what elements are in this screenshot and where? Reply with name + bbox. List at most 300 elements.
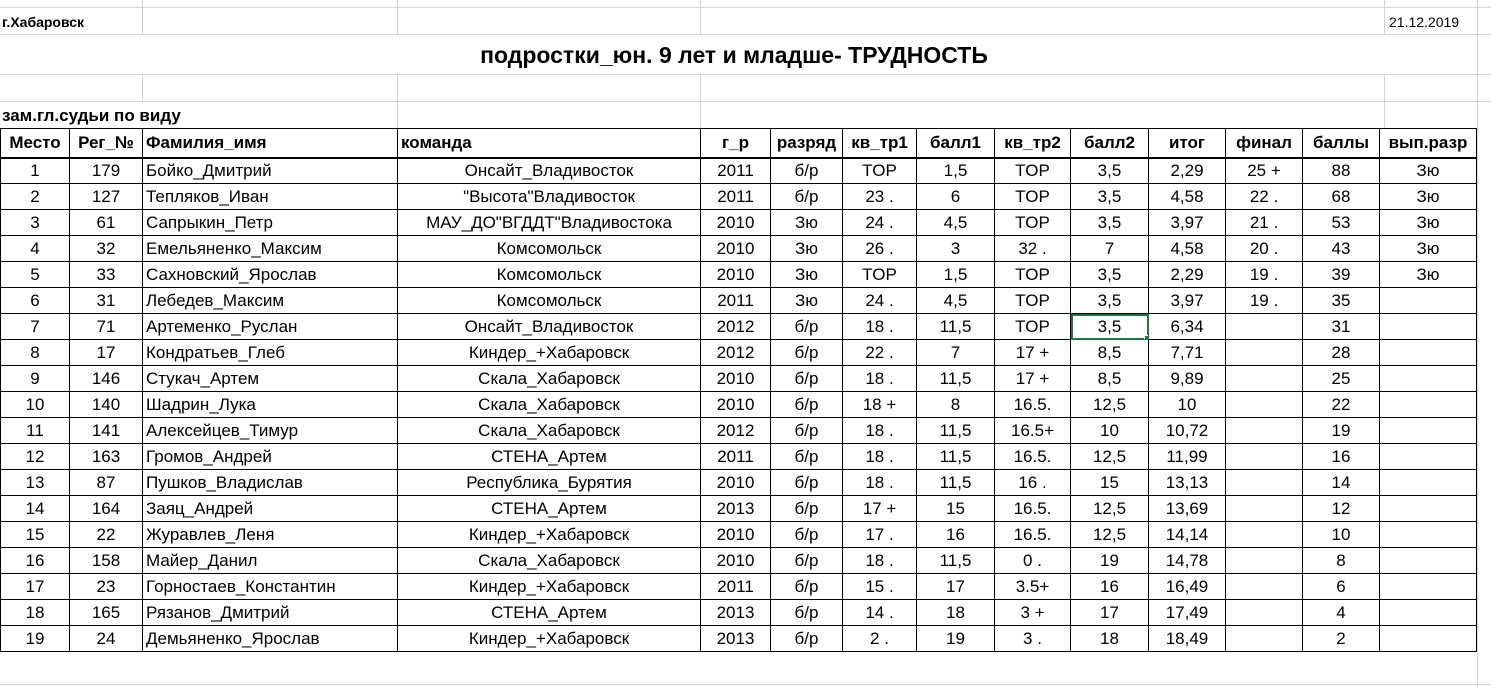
cell-score1[interactable]: 11,5 [917, 418, 995, 444]
cell-team[interactable]: Киндер_+Хабаровск [398, 340, 701, 366]
cell-achieved-rank[interactable] [1380, 444, 1477, 470]
cell-rank[interactable]: б/р [771, 340, 843, 366]
cell-place[interactable]: 19 [1, 626, 70, 652]
table-row [1, 522, 1477, 548]
cell-team[interactable]: Скала_Хабаровск [398, 366, 701, 392]
cell-total[interactable]: 13,13 [1149, 470, 1226, 496]
cell-score1[interactable]: 15 [917, 496, 995, 522]
cell-reg-number[interactable]: 140 [70, 392, 143, 418]
cell-final[interactable]: 21 . [1226, 210, 1303, 236]
cell-team[interactable]: Комсомольск [398, 262, 701, 288]
cell-final[interactable] [1226, 626, 1303, 652]
cell-place[interactable]: 6 [1, 288, 70, 314]
cell-birth-year[interactable]: 2013 [701, 496, 771, 522]
column-header-final[interactable]: финал [1226, 129, 1303, 158]
cell-team[interactable]: МАУ_ДО"ВГДДТ"Владивостока [398, 210, 701, 236]
cell-total[interactable]: 9,89 [1149, 366, 1226, 392]
cell-points[interactable]: 35 [1303, 288, 1380, 314]
cell-achieved-rank[interactable] [1380, 574, 1477, 600]
cell-total[interactable]: 16,49 [1149, 574, 1226, 600]
cell-name[interactable]: Алексейцев_Тимур [143, 418, 398, 444]
cell-reg-number[interactable]: 17 [70, 340, 143, 366]
cell-achieved-rank[interactable] [1380, 626, 1477, 652]
cell-qual-route1[interactable]: 18 . [843, 366, 917, 392]
cell-final[interactable]: 22 . [1226, 184, 1303, 210]
cell-final[interactable] [1226, 600, 1303, 626]
cell-rank[interactable]: б/р [771, 184, 843, 210]
cell-qual-route2[interactable]: TOP [995, 210, 1071, 236]
cell-qual-route2[interactable]: TOP [995, 158, 1071, 184]
cell-points[interactable]: 8 [1303, 548, 1380, 574]
cell-score2[interactable]: 3,5 [1071, 288, 1149, 314]
cell-name[interactable]: Заяц_Андрей [143, 496, 398, 522]
cell-rank[interactable]: б/р [771, 626, 843, 652]
cell-place[interactable]: 14 [1, 496, 70, 522]
cell-name[interactable]: Журавлев_Леня [143, 522, 398, 548]
cell-birth-year[interactable]: 2010 [701, 210, 771, 236]
cell-place[interactable]: 2 [1, 184, 70, 210]
cell-place[interactable]: 1 [1, 158, 70, 184]
cell-points[interactable]: 6 [1303, 574, 1380, 600]
cell-score1[interactable]: 6 [917, 184, 995, 210]
cell-total[interactable]: 3,97 [1149, 288, 1226, 314]
column-header-reg-number[interactable]: Рег_№ [70, 129, 143, 158]
cell-total[interactable]: 4,58 [1149, 184, 1226, 210]
cell-name[interactable]: Артеменко_Руслан [143, 314, 398, 340]
cell-achieved-rank[interactable] [1380, 548, 1477, 574]
column-header-score1[interactable]: балл1 [917, 129, 995, 158]
column-header-points[interactable]: баллы [1303, 129, 1380, 158]
cell-score2[interactable]: 17 [1071, 600, 1149, 626]
cell-score1[interactable]: 11,5 [917, 470, 995, 496]
cell-total[interactable]: 18,49 [1149, 626, 1226, 652]
cell-qual-route1[interactable]: 23 . [843, 184, 917, 210]
cell-birth-year[interactable]: 2011 [701, 184, 771, 210]
cell-points[interactable]: 14 [1303, 470, 1380, 496]
table-row [1, 288, 1477, 314]
cell-achieved-rank[interactable]: Зю [1380, 184, 1477, 210]
cell-final[interactable] [1226, 444, 1303, 470]
cell-score2[interactable]: 15 [1071, 470, 1149, 496]
cell-score2[interactable]: 16 [1071, 574, 1149, 600]
cell-place[interactable]: 13 [1, 470, 70, 496]
cell-place[interactable]: 8 [1, 340, 70, 366]
cell-achieved-rank[interactable] [1380, 600, 1477, 626]
cell-reg-number[interactable]: 163 [70, 444, 143, 470]
cell-reg-number[interactable]: 24 [70, 626, 143, 652]
cell-achieved-rank[interactable]: Зю [1380, 158, 1477, 184]
cell-score2[interactable]: 7 [1071, 236, 1149, 262]
cell-qual-route1[interactable]: 2 . [843, 626, 917, 652]
table-row [1, 392, 1477, 418]
cell-final[interactable] [1226, 366, 1303, 392]
cell-points[interactable]: 39 [1303, 262, 1380, 288]
cell-rank[interactable]: б/р [771, 496, 843, 522]
cell-score2[interactable]: 12,5 [1071, 444, 1149, 470]
cell-total[interactable]: 10,72 [1149, 418, 1226, 444]
cell-reg-number[interactable]: 61 [70, 210, 143, 236]
cell-qual-route1[interactable]: 18 . [843, 314, 917, 340]
table-row [1, 236, 1477, 262]
cell-score1[interactable]: 1,5 [917, 158, 995, 184]
cell-qual-route2[interactable]: TOP [995, 288, 1071, 314]
page-title: подростки_юн. 9 лет и младше- ТРУДНОСТЬ [480, 42, 988, 68]
table-row [1, 626, 1477, 652]
cell-team[interactable]: СТЕНА_Артем [398, 600, 701, 626]
cell-name[interactable]: Шадрин_Лука [143, 392, 398, 418]
cell-team[interactable]: Республика_Бурятия [398, 470, 701, 496]
cell-qual-route2[interactable]: 16.5. [995, 522, 1071, 548]
cell-qual-route2[interactable]: 32 . [995, 236, 1071, 262]
cell-rank[interactable]: б/р [771, 470, 843, 496]
cell-birth-year[interactable]: 2010 [701, 262, 771, 288]
cell-name[interactable]: Рязанов_Дмитрий [143, 600, 398, 626]
cell-score2[interactable]: 10 [1071, 418, 1149, 444]
cell-qual-route2[interactable]: TOP [995, 184, 1071, 210]
cell-birth-year[interactable]: 2012 [701, 340, 771, 366]
cell-points[interactable]: 88 [1303, 158, 1380, 184]
cell-points[interactable]: 19 [1303, 418, 1380, 444]
cell-qual-route1[interactable]: 24 . [843, 288, 917, 314]
cell-total[interactable]: 4,58 [1149, 236, 1226, 262]
cell-team[interactable]: Комсомольск [398, 236, 701, 262]
cell-rank[interactable]: Зю [771, 288, 843, 314]
cell-name[interactable]: Тепляков_Иван [143, 184, 398, 210]
cell-score2[interactable]: 12,5 [1071, 522, 1149, 548]
cell-team[interactable]: Онсайт_Владивосток [398, 158, 701, 184]
table-row [1, 496, 1477, 522]
cell-points[interactable]: 31 [1303, 314, 1380, 340]
cell-qual-route1[interactable]: 17 + [843, 496, 917, 522]
cell-name[interactable]: Пушков_Владислав [143, 470, 398, 496]
cell-final[interactable] [1226, 548, 1303, 574]
cell-total[interactable]: 3,97 [1149, 210, 1226, 236]
cell-qual-route1[interactable]: 22 . [843, 340, 917, 366]
cell-qual-route1[interactable]: 15 . [843, 574, 917, 600]
cell-qual-route1[interactable]: 18 . [843, 548, 917, 574]
cell-reg-number[interactable]: 141 [70, 418, 143, 444]
cell-birth-year[interactable]: 2010 [701, 470, 771, 496]
cell-birth-year[interactable]: 2013 [701, 626, 771, 652]
judge-label: зам.гл.судьи по виду [2, 106, 181, 125]
cell-birth-year[interactable]: 2011 [701, 444, 771, 470]
cell-points[interactable]: 22 [1303, 392, 1380, 418]
table-row [1, 184, 1477, 210]
cell-name[interactable]: Майер_Данил [143, 548, 398, 574]
cell-score1[interactable]: 11,5 [917, 444, 995, 470]
cell-birth-year[interactable]: 2010 [701, 392, 771, 418]
cell-total[interactable]: 2,29 [1149, 262, 1226, 288]
cell-name[interactable]: Кондратьев_Глеб [143, 340, 398, 366]
cell-achieved-rank[interactable] [1380, 418, 1477, 444]
cell-rank[interactable]: б/р [771, 600, 843, 626]
cell-qual-route1[interactable]: TOP [843, 158, 917, 184]
cell-name[interactable]: Сапрыкин_Петр [143, 210, 398, 236]
cell-rank[interactable]: б/р [771, 522, 843, 548]
cell-score1[interactable]: 18 [917, 600, 995, 626]
cell-place[interactable]: 16 [1, 548, 70, 574]
cell-final[interactable] [1226, 522, 1303, 548]
cell-name[interactable]: Демьяненко_Ярослав [143, 626, 398, 652]
table-row [1, 210, 1477, 236]
table-row [1, 574, 1477, 600]
cell-qual-route2[interactable]: 0 . [995, 548, 1071, 574]
cell-reg-number[interactable]: 179 [70, 158, 143, 184]
cell-birth-year[interactable]: 2011 [701, 288, 771, 314]
cell-rank[interactable]: б/р [771, 444, 843, 470]
cell-score2[interactable]: 12,5 [1071, 496, 1149, 522]
cell-score2[interactable]: 3,5 [1071, 314, 1149, 340]
cell-score1[interactable]: 11,5 [917, 314, 995, 340]
cell-score1[interactable]: 1,5 [917, 262, 995, 288]
column-header-score2[interactable]: балл2 [1071, 129, 1149, 158]
cell-final[interactable]: 19 . [1226, 288, 1303, 314]
cell-reg-number[interactable]: 32 [70, 236, 143, 262]
cell-rank[interactable]: б/р [771, 392, 843, 418]
results-table [0, 128, 1477, 652]
cell-points[interactable]: 53 [1303, 210, 1380, 236]
cell-team[interactable]: СТЕНА_Артем [398, 496, 701, 522]
cell-rank[interactable]: б/р [771, 418, 843, 444]
table-row [1, 366, 1477, 392]
cell-achieved-rank[interactable] [1380, 522, 1477, 548]
cell-achieved-rank[interactable] [1380, 496, 1477, 522]
cell-qual-route2[interactable]: 3.5+ [995, 574, 1071, 600]
cell-score1[interactable]: 4,5 [917, 210, 995, 236]
cell-reg-number[interactable]: 165 [70, 600, 143, 626]
cell-name[interactable]: Емельяненко_Максим [143, 236, 398, 262]
table-row [1, 314, 1477, 340]
cell-qual-route2[interactable]: 17 + [995, 366, 1071, 392]
cell-team[interactable]: Скала_Хабаровск [398, 392, 701, 418]
cell-points[interactable]: 10 [1303, 522, 1380, 548]
cell-score2[interactable]: 3,5 [1071, 158, 1149, 184]
cell-score2[interactable]: 8,5 [1071, 366, 1149, 392]
cell-achieved-rank[interactable] [1380, 314, 1477, 340]
cell-qual-route1[interactable]: 18 . [843, 444, 917, 470]
cell-birth-year[interactable]: 2011 [701, 574, 771, 600]
cell-place[interactable]: 3 [1, 210, 70, 236]
cell-score1[interactable]: 16 [917, 522, 995, 548]
cell-place[interactable]: 5 [1, 262, 70, 288]
cell-reg-number[interactable]: 71 [70, 314, 143, 340]
cell-final[interactable] [1226, 418, 1303, 444]
cell-team[interactable]: Киндер_+Хабаровск [398, 626, 701, 652]
cell-place[interactable]: 9 [1, 366, 70, 392]
cell-name[interactable]: Сахновский_Ярослав [143, 262, 398, 288]
cell-reg-number[interactable]: 23 [70, 574, 143, 600]
date-label: 21.12.2019 [1389, 14, 1460, 30]
cell-score1[interactable]: 11,5 [917, 366, 995, 392]
cell-qual-route2[interactable]: TOP [995, 262, 1071, 288]
table-row [1, 340, 1477, 366]
cell-score2[interactable]: 3,5 [1071, 262, 1149, 288]
column-header-place[interactable]: Место [1, 129, 70, 158]
cell-score2[interactable]: 3,5 [1071, 210, 1149, 236]
cell-score2[interactable]: 12,5 [1071, 392, 1149, 418]
cell-team[interactable]: Киндер_+Хабаровск [398, 574, 701, 600]
cell-score2[interactable]: 19 [1071, 548, 1149, 574]
cell-place[interactable]: 4 [1, 236, 70, 262]
cell-qual-route2[interactable]: 3 + [995, 600, 1071, 626]
cell-total[interactable]: 2,29 [1149, 158, 1226, 184]
cell-qual-route1[interactable]: 18 . [843, 418, 917, 444]
cell-name[interactable]: Лебедев_Максим [143, 288, 398, 314]
cell-total[interactable]: 10 [1149, 392, 1226, 418]
cell-team[interactable]: СТЕНА_Артем [398, 444, 701, 470]
cell-score1[interactable]: 17 [917, 574, 995, 600]
cell-points[interactable]: 28 [1303, 340, 1380, 366]
cell-final[interactable] [1226, 340, 1303, 366]
cell-birth-year[interactable]: 2012 [701, 314, 771, 340]
cell-final[interactable] [1226, 496, 1303, 522]
cell-score1[interactable]: 11,5 [917, 548, 995, 574]
cell-name[interactable]: Бойко_Дмитрий [143, 158, 398, 184]
cell-rank[interactable]: Зю [771, 210, 843, 236]
column-header-achieved-rank[interactable]: вып.разр [1380, 129, 1477, 158]
cell-achieved-rank[interactable]: Зю [1380, 236, 1477, 262]
cell-total[interactable]: 14,14 [1149, 522, 1226, 548]
column-header-rank[interactable]: разряд [771, 129, 843, 158]
cell-final[interactable]: 25 + [1226, 158, 1303, 184]
cell-rank[interactable]: б/р [771, 158, 843, 184]
cell-achieved-rank[interactable] [1380, 470, 1477, 496]
cell-place[interactable]: 7 [1, 314, 70, 340]
cell-qual-route2[interactable]: 16 . [995, 470, 1071, 496]
cell-place[interactable]: 12 [1, 444, 70, 470]
table-row [1, 158, 1477, 184]
cell-achieved-rank[interactable] [1380, 392, 1477, 418]
cell-place[interactable]: 11 [1, 418, 70, 444]
cell-qual-route2[interactable]: 17 + [995, 340, 1071, 366]
cell-rank[interactable]: б/р [771, 548, 843, 574]
cell-birth-year[interactable]: 2010 [701, 548, 771, 574]
cell-total[interactable]: 11,99 [1149, 444, 1226, 470]
cell-birth-year[interactable]: 2010 [701, 236, 771, 262]
cell-final[interactable] [1226, 574, 1303, 600]
cell-name[interactable]: Стукач_Артем [143, 366, 398, 392]
cell-rank[interactable]: б/р [771, 574, 843, 600]
cell-qual-route1[interactable]: 26 . [843, 236, 917, 262]
cell-reg-number[interactable]: 31 [70, 288, 143, 314]
cell-place[interactable]: 17 [1, 574, 70, 600]
cell-place[interactable]: 10 [1, 392, 70, 418]
cell-points[interactable]: 68 [1303, 184, 1380, 210]
cell-achieved-rank[interactable]: Зю [1380, 210, 1477, 236]
cell-points[interactable]: 12 [1303, 496, 1380, 522]
cell-score2[interactable]: 8,5 [1071, 340, 1149, 366]
cell-reg-number[interactable]: 22 [70, 522, 143, 548]
cell-achieved-rank[interactable] [1380, 366, 1477, 392]
column-header-qual-route2[interactable]: кв_тр2 [995, 129, 1071, 158]
cell-points[interactable]: 16 [1303, 444, 1380, 470]
cell-qual-route2[interactable]: 16.5. [995, 496, 1071, 522]
cell-name[interactable]: Горностаев_Константин [143, 574, 398, 600]
cell-reg-number[interactable]: 127 [70, 184, 143, 210]
cell-total[interactable]: 6,34 [1149, 314, 1226, 340]
cell-score2[interactable]: 18 [1071, 626, 1149, 652]
cell-total[interactable]: 14,78 [1149, 548, 1226, 574]
table-row [1, 262, 1477, 288]
cell-qual-route1[interactable]: 24 . [843, 210, 917, 236]
cell-total[interactable]: 13,69 [1149, 496, 1226, 522]
cell-team[interactable]: Комсомольск [398, 288, 701, 314]
cell-qual-route2[interactable]: 16.5. [995, 444, 1071, 470]
cell-place[interactable]: 18 [1, 600, 70, 626]
cell-qual-route2[interactable]: 3 . [995, 626, 1071, 652]
cell-final[interactable]: 20 . [1226, 236, 1303, 262]
cell-final[interactable] [1226, 392, 1303, 418]
cell-achieved-rank[interactable]: Зю [1380, 262, 1477, 288]
cell-qual-route2[interactable]: 16.5. [995, 392, 1071, 418]
cell-final[interactable] [1226, 470, 1303, 496]
cell-reg-number[interactable]: 146 [70, 366, 143, 392]
cell-birth-year[interactable]: 2011 [701, 158, 771, 184]
cell-rank[interactable]: Зю [771, 236, 843, 262]
cell-team[interactable]: Скала_Хабаровск [398, 418, 701, 444]
cell-qual-route2[interactable]: TOP [995, 314, 1071, 340]
cell-total[interactable]: 7,71 [1149, 340, 1226, 366]
cell-reg-number[interactable]: 158 [70, 548, 143, 574]
cell-score1[interactable]: 19 [917, 626, 995, 652]
column-header-birth-year[interactable]: г_р [701, 129, 771, 158]
cell-total[interactable]: 17,49 [1149, 600, 1226, 626]
cell-points[interactable]: 25 [1303, 366, 1380, 392]
cell-qual-route1[interactable]: 17 . [843, 522, 917, 548]
cell-rank[interactable]: б/р [771, 366, 843, 392]
cell-reg-number[interactable]: 33 [70, 262, 143, 288]
cell-qual-route1[interactable]: TOP [843, 262, 917, 288]
cell-rank[interactable]: б/р [771, 314, 843, 340]
table-row [1, 600, 1477, 626]
cell-qual-route1[interactable]: 14 . [843, 600, 917, 626]
column-header-name[interactable]: Фамилия_имя [143, 129, 398, 158]
cell-qual-route1[interactable]: 18 . [843, 470, 917, 496]
cell-birth-year[interactable]: 2013 [701, 600, 771, 626]
cell-score1[interactable]: 3 [917, 236, 995, 262]
cell-team[interactable]: "Высота"Владивосток [398, 184, 701, 210]
cell-qual-route2[interactable]: 16.5+ [995, 418, 1071, 444]
cell-birth-year[interactable]: 2010 [701, 522, 771, 548]
cell-place[interactable]: 15 [1, 522, 70, 548]
column-header-team[interactable]: команда [398, 129, 701, 158]
cell-qual-route1[interactable]: 18 + [843, 392, 917, 418]
cell-birth-year[interactable]: 2012 [701, 418, 771, 444]
cell-score2[interactable]: 3,5 [1071, 184, 1149, 210]
cell-reg-number[interactable]: 164 [70, 496, 143, 522]
cell-team[interactable]: Онсайт_Владивосток [398, 314, 701, 340]
cell-final[interactable] [1226, 314, 1303, 340]
cell-rank[interactable]: Зю [771, 262, 843, 288]
cell-team[interactable]: Киндер_+Хабаровск [398, 522, 701, 548]
cell-reg-number[interactable]: 87 [70, 470, 143, 496]
cell-name[interactable]: Громов_Андрей [143, 444, 398, 470]
cell-points[interactable]: 43 [1303, 236, 1380, 262]
cell-achieved-rank[interactable] [1380, 288, 1477, 314]
column-header-total[interactable]: итог [1149, 129, 1226, 158]
cell-birth-year[interactable]: 2010 [701, 366, 771, 392]
cell-team[interactable]: Скала_Хабаровск [398, 548, 701, 574]
cell-points[interactable]: 4 [1303, 600, 1380, 626]
cell-score1[interactable]: 4,5 [917, 288, 995, 314]
cell-points[interactable]: 2 [1303, 626, 1380, 652]
table-row [1, 418, 1477, 444]
cell-final[interactable]: 19 . [1226, 262, 1303, 288]
cell-score1[interactable]: 7 [917, 340, 995, 366]
column-header-qual-route1[interactable]: кв_тр1 [843, 129, 917, 158]
cell-achieved-rank[interactable] [1380, 340, 1477, 366]
cell-score1[interactable]: 8 [917, 392, 995, 418]
